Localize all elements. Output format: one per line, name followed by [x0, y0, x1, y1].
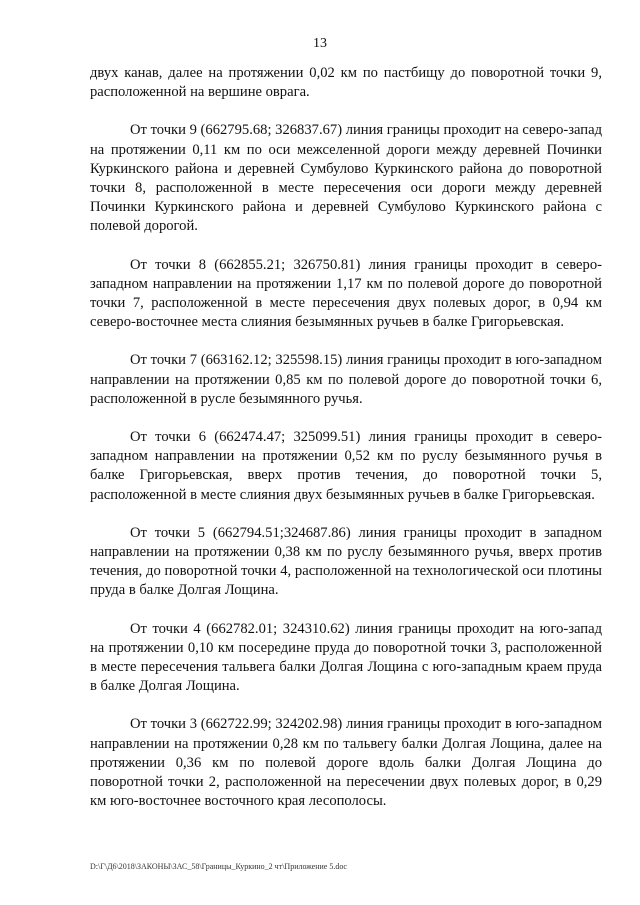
paragraph-point-6: От точки 6 (662474.47; 325099.51) линия границы проходит в северо-западном направлении на протяжении 0,52 км по руслу безымянного ручья в балке Григорьевская, вверх против течения, до поворотной точки 5, расположенной в месте слияния двух безымянных ручьев в балке Григорьевская. [90, 429, 602, 503]
paragraph-continuation: двух канав, далее на протяжении 0,02 км по пастбищу до поворотной точки 9, расположенной на вершине оврага. [90, 65, 602, 101]
document-body [90, 64, 602, 812]
paragraph-point-7: От точки 7 (663162.12; 325598.15) линия границы проходит в юго-западном направлении на протяжении 0,85 км по полевой дороге до поворотной точки 6, расположенной в русле безымянного ручья. [90, 352, 602, 407]
footer-file-path: D:\Г\Д6\2018\ЗАКОНЫ\ЗАС_58\Границы_Куркино_2 чт\Приложение 5.doc [90, 862, 347, 871]
paragraph-point-5: От точки 5 (662794.51;324687.86) линия границы проходит в западном направлении на протяжении 0,38 км по руслу безымянного ручья, вверх против течения, до поворотной точки 4, расположенной на технологической оси плотины пруда в балке Долгая Лощина. [90, 524, 602, 599]
page-number: 13 [313, 36, 327, 51]
paragraph-point-9: От точки 9 (662795.68; 326837.67) линия границы проходит на северо-запад на протяжении 0,11 км по оси межселенной дороги между деревней Починки Куркинского района и деревней Сумбулово Куркинского района до поворотной точки 8, расположенной в месте пересечения оси дороги между деревней Починки Куркинского района и деревней Сумбулово Куркинского района с полевой дорогой. [90, 122, 602, 235]
paragraph-point-8: От точки 8 (662855.21; 326750.81) линия границы проходит в северо-западном направлении на протяжении 1,17 км по полевой дороге до поворотной точки 7, расположенной в месте пересечения двух полевых дорог, в 0,94 км северо-восточнее места слияния безымянных ручьев в балке Григорьевская. [90, 256, 602, 331]
paragraph-point-3: От точки 3 (662722.99; 324202.98) линия границы проходит в юго-западном направлении на протяжении 0,28 км по тальвегу балки Долгая Лощина, далее на протяжении 0,36 км по полевой дороге вдоль балки Долгая Лощина до поворотной точки 2, расположенной на пересечении двух полевых дорог, в 0,29 км юго-восточнее восточного края лесополосы. [90, 716, 602, 810]
paragraph-point-4: От точки 4 (662782.01; 324310.62) линия границы проходит на юго-запад на протяжении 0,10 км посередине пруда до поворотной точки 3, расположенной в месте пересечения тальвега балки Долгая Лощина с юго-западным краем пруда в балке Долгая Лощина. [90, 620, 602, 695]
